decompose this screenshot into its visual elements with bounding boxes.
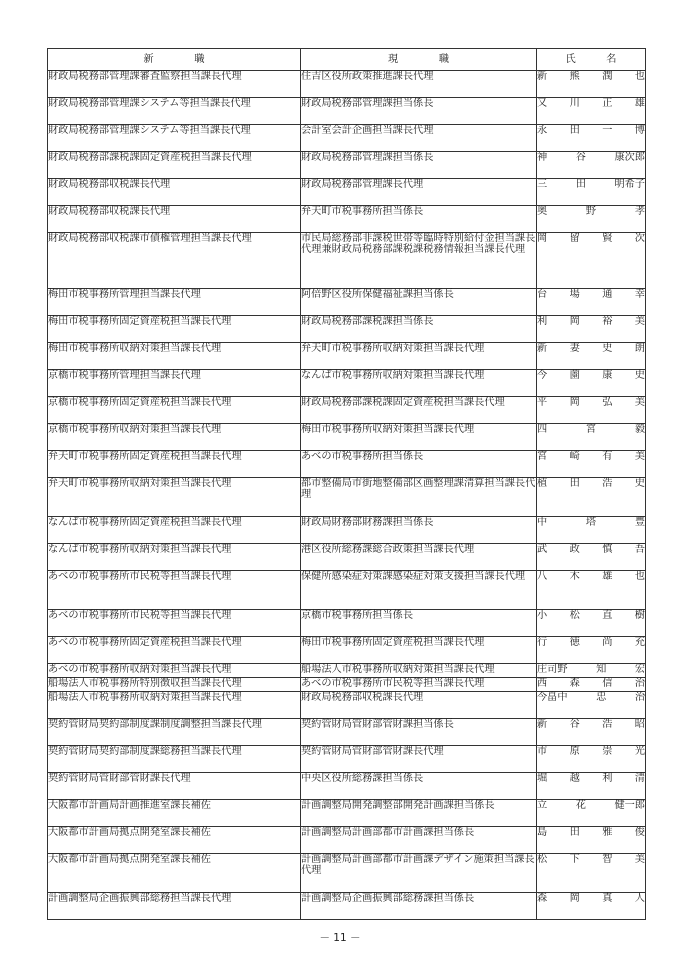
current-post-cell: 計画調整局開発調整部開発計画課担当係長 (301, 800, 537, 827)
name-characters (537, 98, 645, 109)
name-cell (537, 692, 646, 719)
name-part: 雄 (634, 98, 645, 109)
name-cell (537, 98, 646, 125)
name-part: 奥 (537, 206, 548, 217)
new-post-cell: あべの市税事務所固定資産税担当課長代理 (48, 637, 301, 664)
name-part: 利 (537, 316, 548, 327)
new-post-cell: あべの市税事務所市民税等担当課長代理 (48, 571, 301, 610)
name-cell (537, 397, 646, 424)
name-characters (537, 827, 645, 838)
name-part: 田 (569, 125, 580, 136)
name-characters (537, 343, 645, 354)
new-post-cell: 財政局税務部課税課固定資産税担当課長代理 (48, 152, 301, 179)
current-post-cell: 梅田市税事務所固定資産税担当課長代理 (301, 637, 537, 664)
new-post-cell: 京橋市税事務所管理担当課長代理 (48, 370, 301, 397)
name-part: 慎 (602, 544, 613, 555)
name-part: 行 (537, 637, 548, 648)
name-cell (537, 370, 646, 397)
table-row (48, 571, 646, 610)
table-row (48, 343, 646, 370)
table-row (48, 678, 646, 692)
current-post-cell: 財政局税務部管理課長代理 (301, 179, 537, 206)
table-row (48, 827, 646, 854)
name-part: 明希子 (614, 179, 645, 190)
name-cell (537, 800, 646, 827)
name-cell (537, 289, 646, 316)
new-post-cell: 船場法人市税事務所特別徴収担当課長代理 (48, 678, 301, 692)
name-cell (537, 206, 646, 233)
new-post-cell: 大阪都市計画局拠点開発室課長補佐 (48, 854, 301, 893)
new-post-cell: あべの市税事務所市民税等担当課長代理 (48, 610, 301, 637)
new-post-cell: 財政局税務部収税課市債権管理担当課長代理 (48, 233, 301, 289)
new-post-cell: 財政局税務部収税課長代理 (48, 179, 301, 206)
name-characters (537, 571, 645, 582)
name-part: 場 (569, 289, 580, 300)
table-row (48, 692, 646, 719)
name-part: 薗 (569, 370, 580, 381)
new-post-cell: 財政局税務部管理課システム等担当課長代理 (48, 125, 301, 152)
current-post-cell: 財政局税務部課税課担当係長 (301, 316, 537, 343)
table-header-row (48, 49, 646, 71)
name-part: 利 (602, 773, 613, 784)
new-post-cell: 京橋市税事務所収納対策担当課長代理 (48, 424, 301, 451)
name-part: 川 (569, 98, 580, 109)
current-post-cell: 財政局財務部財務課担当係長 (301, 517, 537, 544)
name-part: 有 (602, 451, 613, 462)
new-post-cell: 船場法人市税事務所収納対策担当課長代理 (48, 692, 301, 719)
name-part: 木 (569, 571, 580, 582)
name-characters (537, 71, 645, 82)
name-part: 清 (634, 773, 645, 784)
name-part: 永 (537, 125, 548, 136)
name-characters (537, 746, 645, 757)
name-part: 森 (537, 893, 548, 904)
name-part: 西 (537, 678, 548, 689)
current-post-cell: 計画調整局計画部都市計画課担当係長 (301, 827, 537, 854)
table-row (48, 179, 646, 206)
name-part: 島 (537, 827, 548, 838)
name-part: 田 (569, 478, 580, 489)
name-cell (537, 125, 646, 152)
name-characters (537, 854, 645, 865)
name-part: 治 (634, 678, 645, 689)
name-cell (537, 343, 646, 370)
name-part: 岡 (569, 397, 580, 408)
table-row (48, 451, 646, 478)
name-cell (537, 71, 646, 98)
name-part: 次 (634, 233, 645, 244)
name-part: 充 (634, 637, 645, 648)
name-cell (537, 179, 646, 206)
name-characters (537, 664, 645, 675)
name-part: 也 (634, 71, 645, 82)
new-post-cell: 梅田市税事務所固定資産税担当課長代理 (48, 316, 301, 343)
current-post-cell: 中央区役所総務課担当係長 (301, 773, 537, 800)
name-part: 新 (537, 343, 548, 354)
name-part: 市 (537, 746, 548, 757)
name-part: 岡 (569, 316, 580, 327)
name-cell (537, 827, 646, 854)
name-characters (537, 152, 645, 163)
current-post-cell: 契約管財局管財部管財課担当係長 (301, 719, 537, 746)
name-part: 孝 (634, 206, 645, 217)
new-post-cell: 財政局税務部収税課長代理 (48, 206, 301, 233)
name-part: 越 (569, 773, 580, 784)
current-post-cell: なんば市税事務所収納対策担当課長代理 (301, 370, 537, 397)
new-post-cell: なんば市税事務所固定資産税担当課長代理 (48, 517, 301, 544)
table-row (48, 544, 646, 571)
name-part: 宮 (585, 424, 597, 435)
name-cell (537, 152, 646, 179)
name-part: 岡 (537, 233, 548, 244)
name-cell (537, 571, 646, 610)
name-characters (537, 478, 645, 489)
table-row (48, 424, 646, 451)
name-characters (537, 610, 645, 621)
name-part: 熊 (569, 71, 580, 82)
name-part: 治 (634, 692, 645, 703)
new-post-cell: あべの市税事務所収納対策担当課長代理 (48, 664, 301, 678)
name-part: 光 (634, 746, 645, 757)
current-post-cell: あべの市税事務所担当係長 (301, 451, 537, 478)
name-part: 立 (537, 800, 548, 811)
name-part: 三 (537, 179, 548, 190)
current-post-cell: 梅田市税事務所収納対策担当課長代理 (301, 424, 537, 451)
name-part: 史 (602, 343, 613, 354)
name-characters (537, 719, 645, 730)
name-cell (537, 544, 646, 571)
current-post-cell: あべの市税事務所市民税等担当課長代理 (301, 678, 537, 692)
name-part: 平 (537, 397, 548, 408)
name-part: 谷 (575, 152, 586, 163)
current-post-cell: 弁天町市税事務所収納対策担当課長代理 (301, 343, 537, 370)
current-post-cell: 阿倍野区役所保健福祉課担当係長 (301, 289, 537, 316)
table-row (48, 478, 646, 517)
name-cell (537, 478, 646, 517)
name-part: 田 (569, 827, 580, 838)
name-part: 新 (537, 719, 548, 730)
name-part: 浩 (602, 719, 613, 730)
table-row (48, 893, 646, 920)
name-part: 樹 (634, 610, 645, 621)
current-post-cell: 船場法人市税事務所収納対策担当課長代理 (301, 664, 537, 678)
current-post-cell: 市民局総務部非課税世帯等臨時特別給付金担当課長代理兼財政局税務部課税課税務情報担当課長代理 (301, 233, 537, 289)
name-cell (537, 773, 646, 800)
current-post-cell: 財政局税務部管理課担当係長 (301, 152, 537, 179)
name-part: 美 (634, 854, 645, 865)
name-part: 小 (537, 610, 548, 621)
current-post-cell: 計画調整局企画振興部総務課担当係長 (301, 893, 537, 920)
name-characters (537, 544, 645, 555)
table-row (48, 206, 646, 233)
name-part: 信 (602, 678, 613, 689)
name-characters (537, 517, 645, 528)
name-part: 松 (569, 610, 580, 621)
table-row (48, 664, 646, 678)
name-part: 朗 (634, 343, 645, 354)
new-post-cell: 財政局税務部管理課審査監察担当課長代理 (48, 71, 301, 98)
name-characters (537, 179, 645, 190)
name-part: 豊 (634, 517, 645, 528)
name-part: 也 (634, 571, 645, 582)
name-part: 幸 (634, 289, 645, 300)
name-part: 八 (537, 571, 548, 582)
name-characters (537, 692, 645, 703)
table-row (48, 719, 646, 746)
name-part: 康次郎 (614, 152, 645, 163)
name-cell (537, 233, 646, 289)
name-part: 庄司野 (537, 664, 568, 675)
name-characters (537, 316, 645, 327)
name-part: 潤 (602, 71, 613, 82)
current-post-cell: 京橋市税事務所担当係長 (301, 610, 537, 637)
table-row (48, 289, 646, 316)
name-characters (537, 233, 645, 244)
name-characters (537, 289, 645, 300)
name-part: 宮 (537, 451, 548, 462)
name-part: 田 (575, 179, 586, 190)
current-post-cell: 弁天町市税事務所担当係長 (301, 206, 537, 233)
name-part: 博 (634, 125, 645, 136)
name-part: 雅 (602, 827, 613, 838)
name-characters (537, 773, 645, 784)
name-part: 智 (602, 854, 613, 865)
name-characters (537, 125, 645, 136)
new-post-cell: 契約管財局契約部制度課制度調整担当課長代理 (48, 719, 301, 746)
name-part: 妻 (569, 343, 580, 354)
new-post-cell: 契約管財局契約部制度課総務担当課長代理 (48, 746, 301, 773)
name-part: 雄 (602, 571, 613, 582)
name-part: 台 (537, 289, 548, 300)
name-cell (537, 637, 646, 664)
name-part: 谷 (569, 719, 580, 730)
name-part: 忠 (596, 692, 607, 703)
table-row (48, 233, 646, 289)
name-part: 史 (634, 478, 645, 489)
name-cell (537, 424, 646, 451)
new-post-cell: 梅田市税事務所管理担当課長代理 (48, 289, 301, 316)
page-number: － 11 － (319, 932, 361, 944)
current-post-cell: 契約管財局管財部管財課長代理 (301, 746, 537, 773)
name-part: 今 (537, 370, 548, 381)
name-cell (537, 451, 646, 478)
name-part: 賢 (602, 233, 613, 244)
current-post-cell: 住吉区役所政策推進課長代理 (301, 71, 537, 98)
name-part: 宏 (634, 664, 645, 675)
current-post-cell: 都市整備局市街地整備部区画整理課清算担当課長代理 (301, 478, 537, 517)
name-cell (537, 316, 646, 343)
name-characters (537, 206, 645, 217)
table-row (48, 773, 646, 800)
table-row (48, 517, 646, 544)
name-part: 昭 (634, 719, 645, 730)
name-cell (537, 610, 646, 637)
name-part: 徳 (569, 637, 580, 648)
table-row (48, 637, 646, 664)
name-characters (537, 370, 645, 381)
new-post-cell: 弁天町市税事務所収納対策担当課長代理 (48, 478, 301, 517)
name-part: 崇 (602, 746, 613, 757)
table-row (48, 800, 646, 827)
name-part: 知 (596, 664, 607, 675)
name-part: 神 (537, 152, 548, 163)
name-part: 尚 (602, 637, 613, 648)
name-characters (537, 637, 645, 648)
name-part: 武 (537, 544, 548, 555)
name-part: 政 (569, 544, 580, 555)
name-part: 人 (634, 893, 645, 904)
new-post-cell: 弁天町市税事務所固定資産税担当課長代理 (48, 451, 301, 478)
current-post-cell: 保健所感染症対策課感染症対策支援担当課長代理 (301, 571, 537, 610)
name-part: 浩 (602, 478, 613, 489)
name-cell (537, 719, 646, 746)
name-characters (537, 424, 645, 435)
table-row (48, 152, 646, 179)
name-part: 俊 (634, 827, 645, 838)
name-part: 通 (602, 289, 613, 300)
name-part: 康 (602, 370, 613, 381)
name-part: 裕 (602, 316, 613, 327)
name-part: 美 (634, 451, 645, 462)
table-row (48, 71, 646, 98)
name-part: 美 (634, 397, 645, 408)
name-part: 健一郎 (614, 800, 645, 811)
personnel-table (47, 48, 646, 920)
new-post-cell: なんば市税事務所収納対策担当課長代理 (48, 544, 301, 571)
name-characters (537, 800, 645, 811)
table-row (48, 397, 646, 424)
name-cell (537, 893, 646, 920)
name-cell (537, 517, 646, 544)
name-part: 直 (602, 610, 613, 621)
name-part: 崎 (569, 451, 580, 462)
current-post-cell: 財政局税務部管理課担当係長 (301, 98, 537, 125)
name-part: 下 (569, 854, 580, 865)
name-part: 留 (569, 233, 580, 244)
name-part: 又 (537, 98, 548, 109)
name-part: 新 (537, 71, 548, 82)
name-cell (537, 854, 646, 893)
table-row (48, 316, 646, 343)
current-post-cell: 財政局税務部課税課固定資産税担当課長代理 (301, 397, 537, 424)
name-part: 美 (634, 316, 645, 327)
new-post-cell: 京橋市税事務所固定資産税担当課長代理 (48, 397, 301, 424)
name-part: 正 (602, 98, 613, 109)
name-part: 史 (634, 370, 645, 381)
name-cell (537, 746, 646, 773)
name-part: 四 (537, 424, 548, 435)
name-part: 真 (602, 893, 613, 904)
header-new-post: 新 職 (48, 49, 301, 71)
name-part: 今畠中 (537, 692, 568, 703)
table-row (48, 610, 646, 637)
name-part: 弘 (602, 397, 613, 408)
name-characters (537, 397, 645, 408)
name-cell (537, 664, 646, 678)
table-row (48, 125, 646, 152)
name-part: 吾 (634, 544, 645, 555)
name-part: 野 (585, 206, 597, 217)
table-row (48, 370, 646, 397)
header-name: 氏 名 (537, 49, 646, 71)
new-post-cell: 契約管財局管財部管財課長代理 (48, 773, 301, 800)
name-characters (537, 678, 645, 689)
name-characters (537, 451, 645, 462)
name-part: 岡 (569, 893, 580, 904)
name-part: 塔 (585, 517, 597, 528)
name-cell (537, 678, 646, 692)
name-part: 植 (537, 478, 548, 489)
current-post-cell: 港区役所総務課総合政策担当課長代理 (301, 544, 537, 571)
header-current-post: 現 職 (301, 49, 537, 71)
name-part: 一 (602, 125, 613, 136)
new-post-cell: 梅田市税事務所収納対策担当課長代理 (48, 343, 301, 370)
name-part: 中 (537, 517, 548, 528)
name-part: 堀 (537, 773, 548, 784)
new-post-cell: 大阪都市計画局拠点開発室課長補佐 (48, 827, 301, 854)
current-post-cell: 会計室会計企画担当課長代理 (301, 125, 537, 152)
name-part: 松 (537, 854, 548, 865)
new-post-cell: 財政局税務部管理課システム等担当課長代理 (48, 98, 301, 125)
current-post-cell: 計画調整局計画部都市計画課デザイン施策担当課長代理 (301, 854, 537, 893)
new-post-cell: 大阪都市計画局計画推進室課長補佐 (48, 800, 301, 827)
table-row (48, 98, 646, 125)
name-part: 花 (575, 800, 586, 811)
name-part: 原 (569, 746, 580, 757)
table-row (48, 746, 646, 773)
name-part: 毅 (634, 424, 645, 435)
current-post-cell: 財政局税務部収税課長代理 (301, 692, 537, 719)
name-part: 森 (569, 678, 580, 689)
new-post-cell: 計画調整局企画振興部総務担当課長代理 (48, 893, 301, 920)
table-row (48, 854, 646, 893)
name-characters (537, 893, 645, 904)
